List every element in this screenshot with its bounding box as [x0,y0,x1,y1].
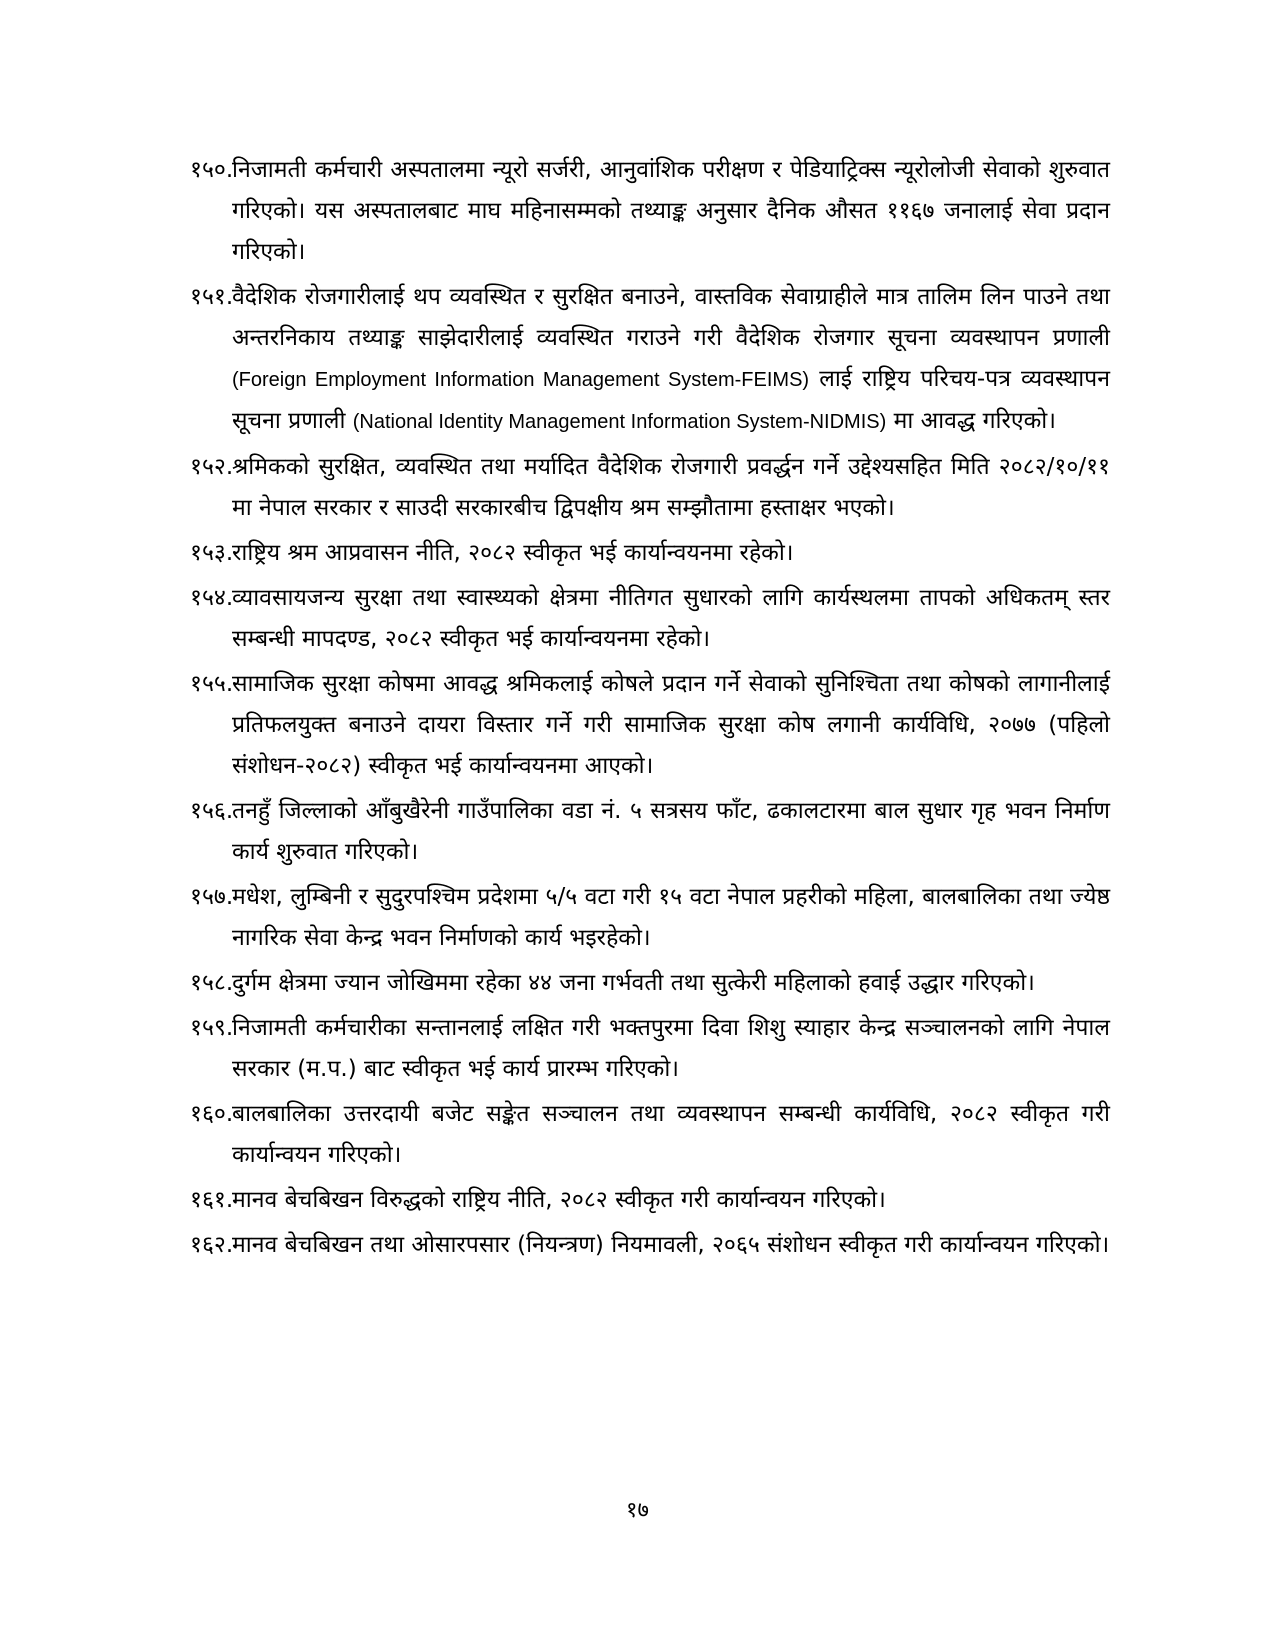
item-text: सामाजिक सुरक्षा कोषमा आवद्ध श्रमिकलाई कोषले प्रदान गर्ने सेवाको सुनिश्चिता तथा कोषको लागानीलाई प्रतिफलयुक्त बनाउने दायरा विस्तार गर्ने गरी सामाजिक सुरक्षा कोष लगानी कार्यविधि, २०७७ (पहिलो संशोधन-२०८२) स्वीकृत भई कार्यान्वयनमा आएको। [232,671,1110,779]
item-number: १५७. [190,884,234,910]
item-number: १५२. [190,454,234,480]
numbered-list [190,150,1110,1270]
item-text: राष्ट्रिय श्रम आप्रवासन नीति, २०८२ स्वीकृत भई कार्यान्वयनमा रहेको। [232,540,794,566]
item-text: निजामती कर्मचारीका सन्तानलाई लक्षित गरी भक्तपुरमा दिवा शिशु स्याहार केन्द्र सञ्चालनको लागि नेपाल सरकार (म.प.) बाट स्वीकृत भई कार्य प्रारम्भ गरिएको। [232,1015,1110,1082]
item-text: लाई राष्ट्रिय परिचय-पत्र व्यवस्थापन सूचना प्रणाली [232,366,1110,434]
page-number: १७ [626,1498,649,1523]
list-item [190,877,1110,959]
item-number: १५१. [190,284,234,310]
list-item [190,1094,1110,1176]
list-item [190,447,1110,529]
list-item [190,791,1110,873]
item-number: १५३. [190,540,234,566]
item-number: १५८. [190,970,234,996]
item-text: तनहुँ जिल्लाको आँबुखैरेनी गाउँपालिका वडा नं. ५ सत्रसय फाँट, ढकालटारमा बाल सुधार गृह भवन निर्माण कार्य शुरुवात गरिएको। [232,798,1110,865]
item-text-english: (Foreign Employment Information Management System-FEIMS) [232,369,810,391]
list-item [190,1008,1110,1090]
item-number: १५४. [190,585,234,611]
item-text: श्रमिकको सुरक्षित, व्यवस्थित तथा मर्यादित वैदेशिक रोजगारी प्रवर्द्धन गर्ने उद्देश्यसहित मिति २०८२/१०/११ मा नेपाल सरकार र साउदी सरकारबीच द्विपक्षीय श्रम सम्झौतामा हस्ताक्षर भएको। [232,454,1110,521]
list-item [190,533,1110,574]
list-item [190,277,1110,443]
item-number: १५५. [190,671,234,697]
item-number: १६०. [190,1101,234,1127]
item-number: १५९. [190,1015,234,1041]
item-number: १५०. [190,157,234,183]
item-text: दुर्गम क्षेत्रमा ज्यान जोखिममा रहेका ४४ जना गर्भवती तथा सुत्केरी महिलाको हवाई उद्धार गरिएको। [232,970,1035,996]
item-text: वैदेशिक रोजगारीलाई थप व्यवस्थित र सुरक्षित बनाउने, वास्तविक सेवाग्राहीले मात्र तालिम लिन पाउने तथा अन्तरनिकाय तथ्याङ्क साझेदारीलाई व्यवस्थित गराउने गरी वैदेशिक रोजगार सूचना व्यवस्थापन प्रणाली [232,284,1110,351]
item-text: मा आवद्ध गरिएको। [893,408,1056,434]
list-item [190,963,1110,1004]
item-text: व्यावसायजन्य सुरक्षा तथा स्वास्थ्यको क्षेत्रमा नीतिगत सुधारको लागि कार्यस्थलमा तापको अधिकतम् स्तर सम्बन्धी मापदण्ड, २०८२ स्वीकृत भई कार्यान्वयनमा रहेको। [232,585,1110,652]
item-number: १५६. [190,798,234,824]
list-item [190,1225,1110,1266]
list-item [190,1180,1110,1221]
item-text: बालबालिका उत्तरदायी बजेट सङ्केत सञ्चालन तथा व्यवस्थापन सम्बन्धी कार्यविधि, २०८२ स्वीकृत गरी कार्यान्वयन गरिएको। [232,1101,1110,1168]
item-number: १६२. [190,1232,234,1258]
list-item [190,664,1110,787]
list-item [190,578,1110,660]
item-text-english: (National Identity Management Information System-NIDMIS) [352,411,887,433]
list-item [190,150,1110,273]
item-text: मानव बेचबिखन तथा ओसारपसार (नियन्त्रण) नियमावली, २०६५ संशोधन स्वीकृत गरी कार्यान्वयन गरिएको। [232,1232,1110,1258]
item-number: १६१. [190,1187,234,1213]
item-text: मधेश, लुम्बिनी र सुदुरपश्चिम प्रदेशमा ५/५ वटा गरी १५ वटा नेपाल प्रहरीको महिला, बालबालिका तथा ज्येष्ठ नागरिक सेवा केन्द्र भवन निर्माणको कार्य भइरहेको। [232,884,1110,951]
item-text: निजामती कर्मचारी अस्पतालमा न्यूरो सर्जरी, आनुवांशिक परीक्षण र पेडियाट्रिक्स न्यूरोलोजी सेवाको शुरुवात गरिएको। यस अस्पतालबाट माघ महिनासम्मको तथ्याङ्क अनुसार दैनिक औसत ११६७ जनालाई सेवा प्रदान गरिएको। [232,157,1110,265]
item-text: मानव बेचबिखन विरुद्धको राष्ट्रिय नीति, २०८२ स्वीकृत गरी कार्यान्वयन गरिएको। [232,1187,886,1213]
